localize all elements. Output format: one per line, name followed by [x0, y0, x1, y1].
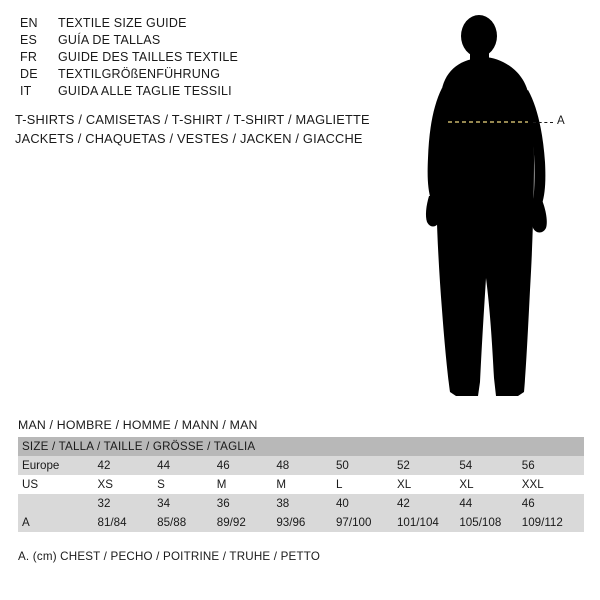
garment-line-tshirts: T-SHIRTS / CAMISETAS / T-SHIRT / T-SHIRT / MAGLIETTE [15, 112, 370, 127]
cell: 109/112 [521, 516, 563, 529]
cell: 38 [276, 497, 290, 510]
cell: 32 [97, 497, 111, 510]
table-row [18, 475, 584, 494]
figure-illustration [400, 10, 600, 410]
garment-categories [15, 110, 435, 148]
table-row [18, 456, 584, 475]
row-label: US [22, 478, 39, 491]
legend-row [20, 15, 380, 32]
garment-line-jackets: JACKETS / CHAQUETAS / VESTES / JACKEN / GIACCHE [15, 131, 363, 146]
cell: 42 [97, 459, 111, 472]
cell: M [216, 478, 227, 491]
legend-text: GUIDA ALLE TAGLIE TESSILI [58, 84, 232, 98]
row-label: Europe [22, 459, 60, 472]
legend-text: TEXTILE SIZE GUIDE [58, 16, 187, 30]
table-header-cell: SIZE / TALLA / TAILLE / GRÖSSE / TAGLIA [22, 440, 256, 453]
table-row [18, 513, 584, 532]
cell: XL [396, 478, 412, 491]
size-table [18, 437, 584, 532]
legend-row [20, 66, 380, 83]
cell: 101/104 [396, 516, 439, 529]
cell: XXL [521, 478, 544, 491]
cell: 89/92 [216, 516, 246, 529]
legend-code: EN [20, 16, 38, 30]
language-legend [20, 15, 380, 100]
cell: 85/88 [157, 516, 187, 529]
legend-row [20, 83, 380, 100]
legend-text: TEXTILGRÖßENFÜHRUNG [58, 67, 221, 81]
size-table-block [18, 418, 584, 563]
cell: 93/96 [276, 516, 306, 529]
legend-row [20, 32, 380, 49]
cell: 46 [216, 459, 230, 472]
cell: 44 [157, 459, 171, 472]
cell: M [276, 478, 287, 491]
legend-code: FR [20, 50, 38, 64]
measure-label-a: A [557, 115, 566, 127]
legend-code: IT [20, 84, 32, 98]
cell: 46 [521, 497, 535, 510]
cell: 36 [216, 497, 230, 510]
table-footnote: A. (cm) CHEST / PECHO / POITRINE / TRUHE / PETTO [18, 550, 321, 563]
cell: 97/100 [335, 516, 372, 529]
cell: 42 [396, 497, 410, 510]
cell: 48 [276, 459, 290, 472]
table-row [18, 494, 584, 513]
measure-leader-line [533, 122, 553, 123]
legend-text: GUIDE DES TAILLES TEXTILE [58, 50, 239, 64]
cell: 34 [157, 497, 171, 510]
legend-text: GUÍA DE TALLAS [58, 33, 161, 47]
row-label [18, 494, 98, 513]
cell: XL [459, 478, 474, 491]
cell: XS [97, 478, 113, 491]
cell: L [335, 478, 343, 491]
legend-row [20, 49, 380, 66]
legend-code: DE [20, 67, 38, 81]
legend-code: ES [20, 33, 38, 47]
cell: 44 [459, 497, 473, 510]
cell: 81/84 [97, 516, 127, 529]
table-header-row [18, 437, 584, 456]
cell: 52 [396, 459, 410, 472]
man-silhouette-icon [400, 10, 600, 410]
table-title: MAN / HOMBRE / HOMME / MANN / MAN [18, 418, 258, 432]
cell: S [157, 478, 165, 491]
cell: 56 [521, 459, 535, 472]
row-label: A [22, 516, 30, 529]
cell: 40 [335, 497, 349, 510]
cell: 50 [335, 459, 349, 472]
cell: 54 [459, 459, 473, 472]
cell: 105/108 [459, 516, 502, 529]
